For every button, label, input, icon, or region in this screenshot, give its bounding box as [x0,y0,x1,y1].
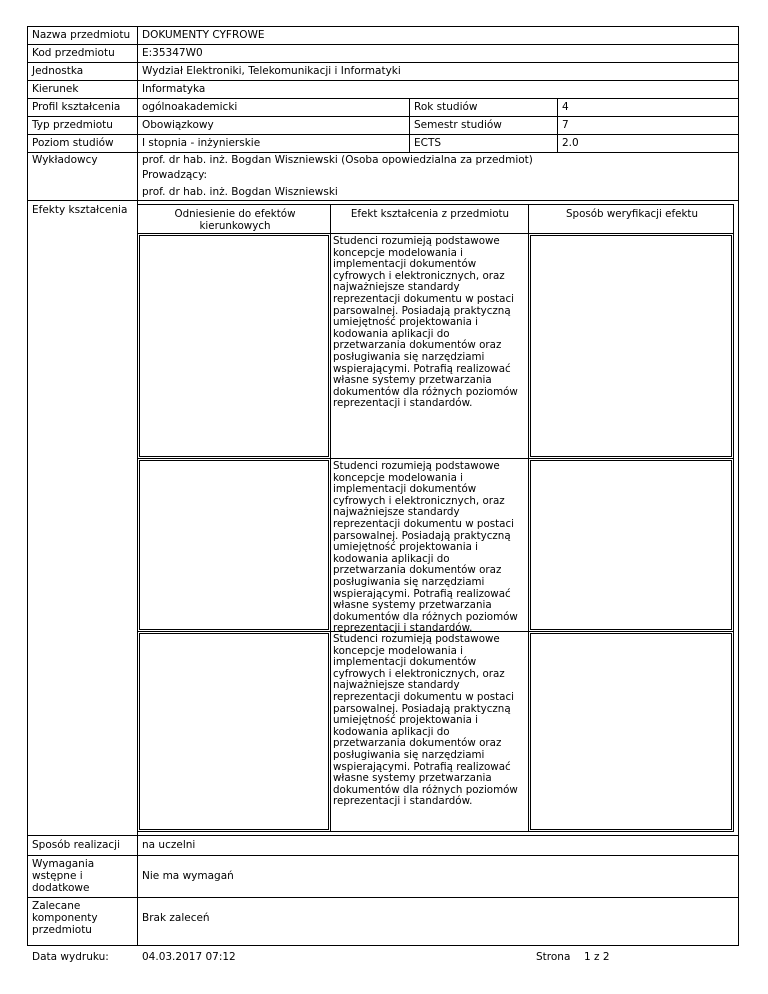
efekty-header-efekt: Efekt kształcenia z przedmiotu [350,208,510,220]
efekty-header-odniesienie: Odniesienie do efektów kierunkowych [174,208,296,232]
footer-page-label: Strona [536,951,571,963]
efekt-item-2: Studenci rozumieją podstawowe koncepcje modelowania i implementacji dokumentów cyfrowych i elektronicznych, oraz najważniejsze standardy reprezentacji dokumentu w postaci parsowalnej. Posiadają praktyczną umiejętność projektowania i kodowania aplikacji do przetwarzania dokumentów oraz posługiwania się narzędziami wspierającymi. Potrafią realizować własne systemy przetwarzania dokumentów dla różnych poziomów reprezentacji i standardów. [333,460,518,635]
label-wykladowcy: Wykładowcy [32,154,98,166]
footer-page-value: 1 z 2 [584,951,610,963]
label-kod: Kod przedmiotu [32,47,115,59]
wykladowcy-line2: Prowadzący: [142,169,208,181]
value-semestr: 7 [562,119,569,131]
label-jednostka: Jednostka [32,65,84,77]
value-rok: 4 [562,101,569,113]
value-jednostka: Wydział Elektroniki, Telekomunikacji i Informatyki [142,65,401,77]
value-ects: 2.0 [562,137,579,149]
label-rok: Rok studiów [414,101,478,113]
value-wymagania: Nie ma wymagań [142,870,234,882]
value-kierunek: Informatyka [142,83,206,95]
label-semestr: Semestr studiów [414,119,502,131]
label-poziom: Poziom studiów [32,137,114,149]
value-profil: ogólnoakademicki [142,101,238,113]
value-poziom: I stopnia - inżynierskie [142,137,261,149]
label-zalecane: Zalecane komponenty przedmiotu [32,900,98,936]
footer-date-value: 04.03.2017 07:12 [142,951,236,963]
label-efekty: Efekty kształcenia [32,204,128,216]
value-typ: Obowiązkowy [142,119,214,131]
label-sposob: Sposób realizacji [32,839,121,851]
value-kod: E:35347W0 [142,47,203,59]
efekty-header-weryfikacja: Sposób weryfikacji efektu [566,208,698,220]
label-ects: ECTS [414,137,442,149]
label-wymagania: Wymagania wstępne i dodatkowe [32,858,95,894]
wykladowcy-line3: prof. dr hab. inż. Bogdan Wiszniewski [142,186,338,198]
label-typ: Typ przedmiotu [32,119,113,131]
value-sposob: na uczelni [142,839,196,851]
value-zalecane: Brak zaleceń [142,912,210,924]
efekt-item-3: Studenci rozumieją podstawowe koncepcje modelowania i implementacji dokumentów cyfrowych i elektronicznych, oraz najważniejsze standardy reprezentacji dokumentu w postaci parsowalnej. Posiadają praktyczną umiejętność projektowania i kodowania aplikacji do przetwarzania dokumentów oraz posługiwania się narzędziami wspierającymi. Potrafią realizować własne systemy przetwarzania dokumentów dla różnych poziomów reprezentacji i standardów. [333,633,518,808]
footer-date-label: Data wydruku: [32,951,109,963]
label-nazwa: Nazwa przedmiotu [32,29,131,41]
value-nazwa: DOKUMENTY CYFROWE [142,29,265,41]
efekt-item-1: Studenci rozumieją podstawowe koncepcje modelowania i implementacji dokumentów cyfrowych i elektronicznych, oraz najważniejsze standardy reprezentacji dokumentu w postaci parsowalnej. Posiadają praktyczną umiejętność projektowania i kodowania aplikacji do przetwarzania dokumentów oraz posługiwania się narzędziami wspierającymi. Potrafią realizować własne systemy przetwarzania dokumentów dla różnych poziomów reprezentacji i standardów. [333,235,518,410]
label-kierunek: Kierunek [32,83,79,95]
wykladowcy-line1: prof. dr hab. inż. Bogdan Wiszniewski (Osoba opowiedzialna za przedmiot) [142,154,533,166]
label-profil: Profil kształcenia [32,101,121,113]
